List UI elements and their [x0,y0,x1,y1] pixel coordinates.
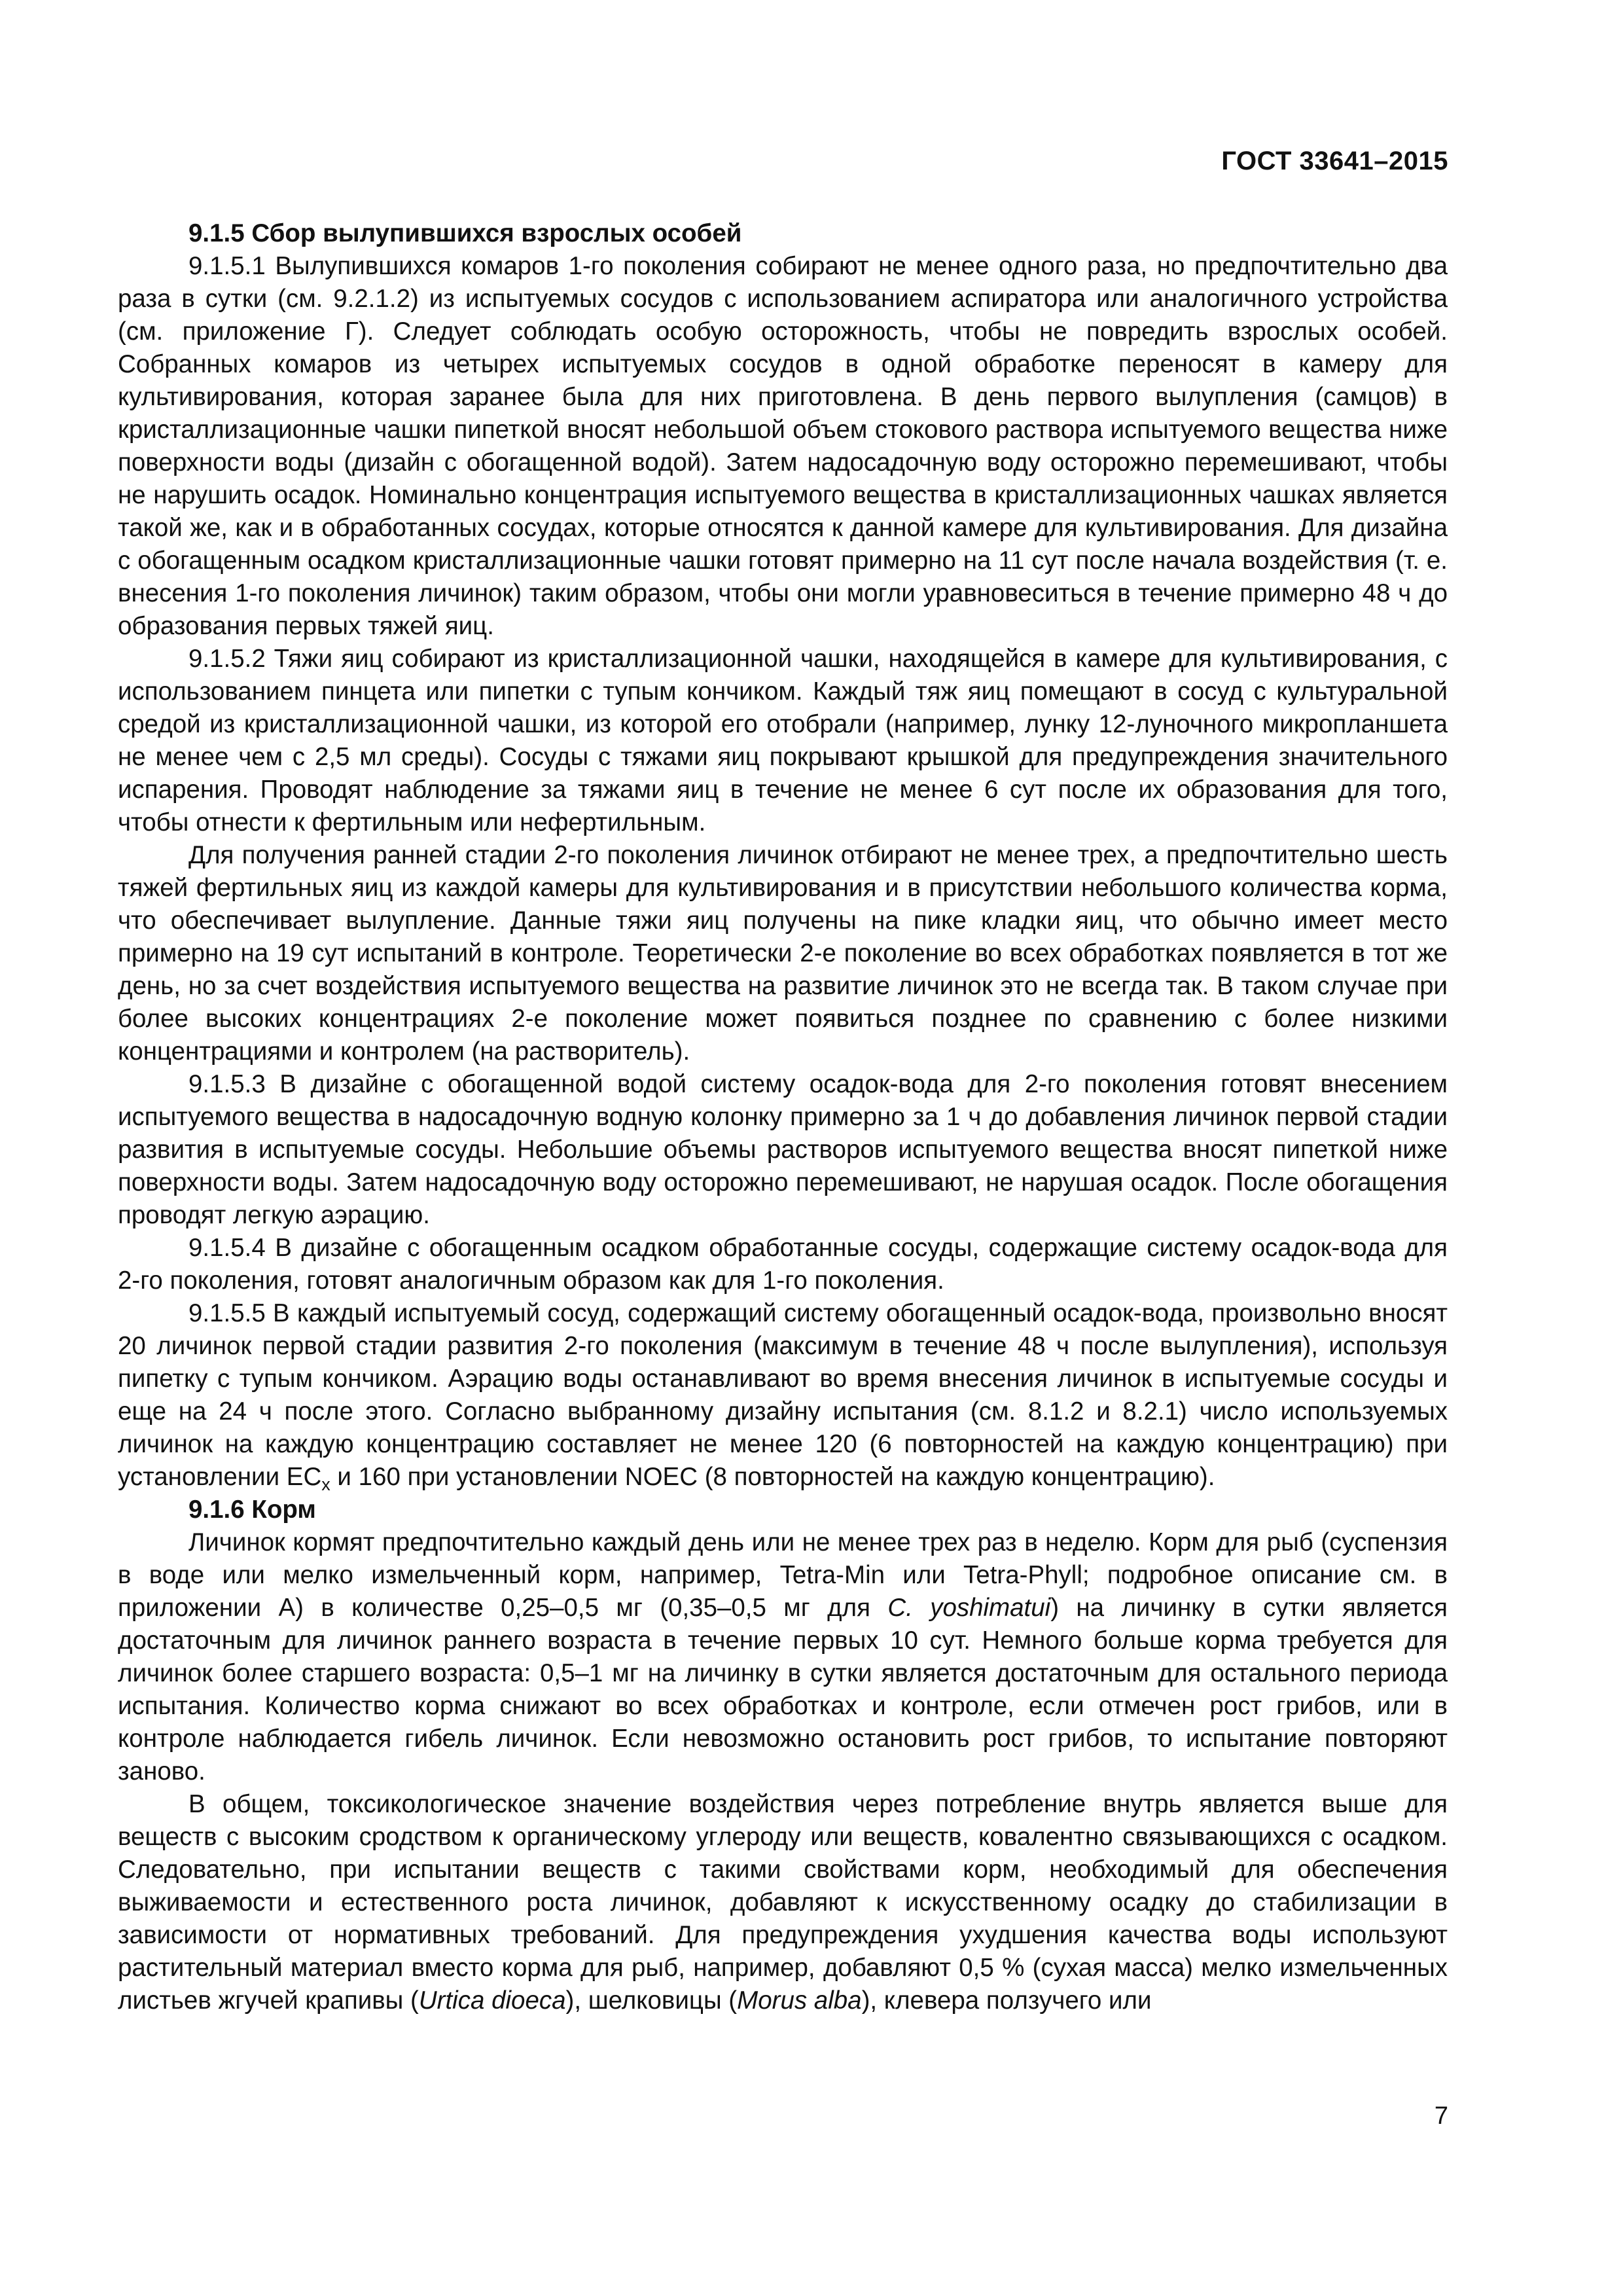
paragraph-feeding-part-a: Личинок кормят предпочтительно каждый день или не менее трех раз в неделю. Корм для рыб (суспензия в воде или мелко измельченный корм, например, Tetra-Min или Tetra-Phyll; подробное описание см. в приложении А) в количестве 0,25–0,5 мг (0,35–0,5 мг для [118,1528,1448,1622]
paragraph-9-1-5-3: 9.1.5.3 В дизайне с обогащенной водой систему осадок-вода для 2-го поколения готовят внесением испытуемого вещества в надосадочную водную колонку примерно за 1 ч до добавления личинок первой стадии развития в испытуемые сосуды. Небольшие объемы растворов испытуемого вещества вносят пипеткой ниже поверхности воды. Затем надосадочную воду осторожно перемешивают, не нарушая осадок. После обогащения проводят легкую аэрацию. [118,1070,1448,1229]
species-name: Morus alba [737,1986,862,2015]
paragraph-9-1-5-2: 9.1.5.2 Тяжи яиц собирают из кристаллизационной чашки, находящейся в камере для культивирования, с использованием пинцета или пипетки с тупым кончиком. Каждый тяж яиц помещают в сосуд с культуральной средой из кристаллизационной чашки, из которой его отобрали (например, лунку 12-луночного микропланшета не менее чем с 2,5 мл среды). Сосуды с тяжами яиц покрывают крышкой для предупреждения значительного испарения. Проводят наблюдение за тяжами яиц в течение не менее 6 сут после их образования для того, чтобы отнести к фертильным или нефертильным. [118,645,1448,836]
paragraph-second-generation: Для получения ранней стадии 2-го поколения личинок отбирают не менее трех, а предпочтительно шесть тяжей фертильных яиц из каждой камеры для культивирования и в присутствии небольшого количества корма, что обеспечивает вылупление. Данные тяжи яиц получены на пике кладки яиц, что обычно имеет место примерно на 19 сут испытаний в контроле. Теоретически 2-е поколение во всех обработках появляется в тот же день, но за счет воздействия испытуемого вещества на развитие личинок это не всегда так. В таком случае при более высоких концентрациях 2-е поколение может появиться позднее по сравнению с более низкими концентрациями и контролем (на растворитель). [118,841,1448,1066]
paragraph-toxicology-part-b: ), шелковицы ( [565,1986,738,2015]
standard-code-header: ГОСТ 33641–2015 [1221,147,1448,175]
section-heading-9-1-5: 9.1.5 Сбор вылупившихся взрослых особей [188,219,742,247]
paragraph-feeding-part-b: ) на личинку в сутки является достаточным для личинок раннего возраста в течение первых 10 сут. Немного больше корма требуется для личинок более старшего возраста: 0,5–1 мг на личинку в сутки является достаточным для остального периода испытания. Количество корма снижают во всех обработках и контроле, если отмечен рост грибов, или в контроле наблюдается гибель личинок. Если невозможно остановить рост грибов, то испытание повторяют заново. [118,1594,1448,1785]
paragraph-9-1-5-1: 9.1.5.1 Вылупившихся комаров 1-го поколения собирают не менее одного раза, но предпочтительно два раза в сутки (см. 9.2.1.2) из испытуемых сосудов с использованием аспиратора или аналогичного устройства (см. приложение Г). Следует соблюдать особую осторожность, чтобы не повредить взрослых особей. Собранных комаров из четырех испытуемых сосудов в одной обработке переносят в камеру для культивирования, которая заранее была для них приготовлена. В день первого вылупления (самцов) в кристаллизационные чашки пипеткой вносят небольшой объем стокового раствора испытуемого вещества ниже поверхности воды (дизайн с обогащенной водой). Затем надосадочную воду осторожно перемешивают, чтобы не нарушить осадок. Номинально концентрация испытуемого вещества в кристаллизационных чашках является такой же, как и в обработанных сосудах, которые относятся к данной камере для культивирования. Для дизайна с обогащенным осадком кристаллизационные чашки готовят примерно на 11 сут после начала воздействия (т. е. внесения 1-го поколения личинок) таким образом, чтобы они могли уравновеситься в течение примерно 48 ч до образования первых тяжей яиц. [118,252,1448,640]
paragraph-9-1-5-4: 9.1.5.4 В дизайне с обогащенным осадком обработанные сосуды, содержащие систему осадок-вода для 2-го поколения, готовят аналогичным образом как для 1-го поколения. [118,1234,1448,1295]
paragraph-9-1-5-5 [118,1297,1448,1494]
species-name: C. yoshimatui [887,1594,1051,1622]
paragraph-toxicology [118,1788,1448,2017]
section-heading-9-1-6: 9.1.6 Корм [188,1496,316,1524]
paragraph-9-1-5-5-part-b: и 160 при установлении NOEC (8 повторностей на каждую концентрацию). [330,1463,1215,1491]
paragraph-toxicology-part-a: В общем, токсикологическое значение воздействия через потребление внутрь является выше для веществ с высоким сродством к органическому углероду или веществ, ковалентно связывающихся с осадком. Следовательно, при испытании веществ с такими свойствами корм, необходимый для обеспечения выживаемости и естественного роста личинок, добавляют к искусственному осадку до стабилизации в зависимости от нормативных требований. Для предупреждения ухудшения качества воды используют растительный материал вместо корма для рыб, например, добавляют 0,5 % (сухая масса) мелко измельченных листьев жгучей крапивы ( [118,1790,1448,2015]
page-number: 7 [1434,2102,1448,2130]
paragraph-9-1-5-5-part-a: 9.1.5.5 В каждый испытуемый сосуд, содержащий систему обогащенный осадок-вода, произвольно вносят 20 личинок первой стадии развития 2-го поколения (максимум в течение 48 ч после вылупления), используя пипетку с тупым кончиком. Аэрацию воды останавливают во время внесения личинок в испытуемые сосуды и еще на 24 ч после этого. Согласно выбранному дизайну испытания (см. 8.1.2 и 8.2.1) число используемых личинок на каждую концентрацию составляет не менее 120 (6 повторностей на каждую концентрацию) при установлении EC [118,1299,1448,1491]
paragraph-toxicology-part-c: ), клевера ползучего или [861,1986,1152,2015]
document-body [118,217,1448,2017]
species-name: Urtica dioeca [418,1986,566,2015]
paragraph-feeding [118,1526,1448,1788]
ec-subscript: x [321,1475,330,1495]
